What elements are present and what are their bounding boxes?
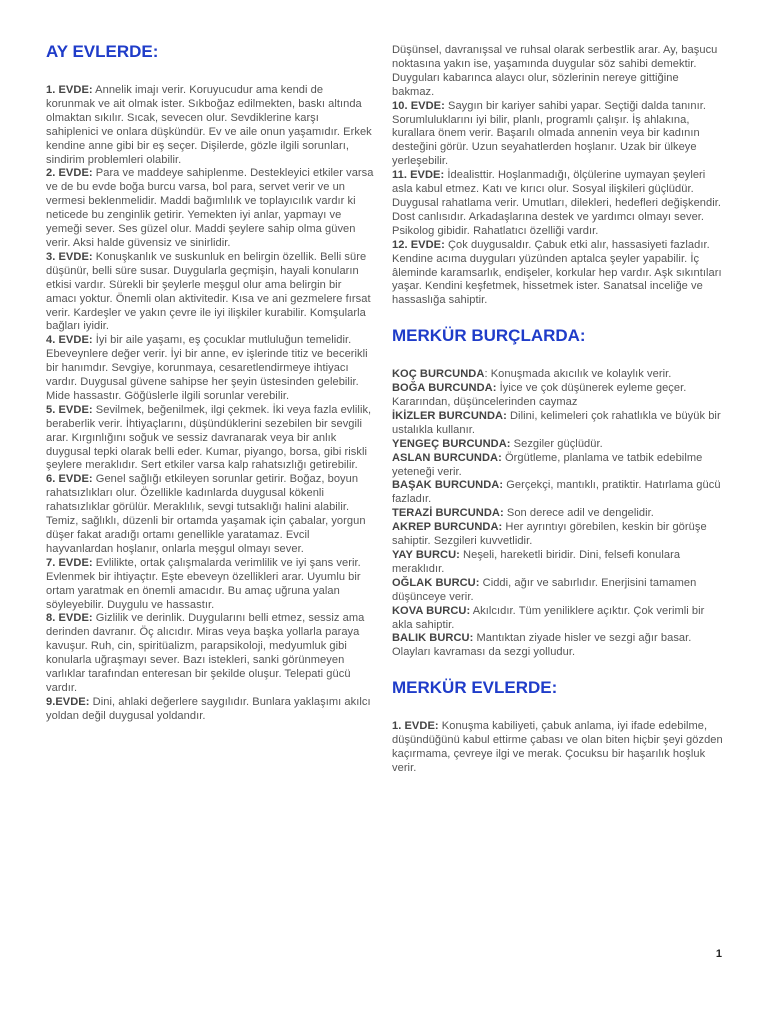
item-text: Dini, ahlaki değerlere saygılıdır. Bunlara yaklaşımı akılcı yoldan değil duygusal yoldandır.: [46, 695, 371, 722]
item-label: ASLAN BURCUNDA:: [392, 451, 502, 464]
item-text: Dilini, kelimeleri çok rahatlıkla ve büyük bir ustalıkla kullanır.: [392, 409, 721, 436]
item-label: 4. EVDE:: [46, 334, 93, 347]
ay-evlerde-list: [46, 84, 374, 724]
item-text: Her ayrıntıyı görebilen, keskin bir görüşe sahiptir. Sezgileri kuvvetlidir.: [392, 521, 707, 548]
house-text: Konuşma kabiliyeti, çabuk anlama, iyi ifade edebilme, düşündüğünü kabul ettirme çabası ve olan biten hiçbir şeyi gözden kaçırmama, çevreye ilgi ve merak. Çocuksu bir haşarılık hoşluk verir.: [392, 720, 723, 774]
item-text: Konuşkanlık ve suskunluk en belirgin özellik. Belli süre düşünür, belli süre susar. Duygularla geçmişin, hayali konuların etkisi vardır. Sürekli bir şeylerle meşgul olur ama belirgin bir amacı yoktur. Önemli olan aktivitedir. Kısa ve ani gezmelere fırsat verir. Kardeşler ve yakın çevre ile iyi ilişkiler kurabilir. Komşularla bağları iyidir.: [46, 250, 371, 333]
item-label: 5. EVDE:: [46, 403, 93, 416]
item-label: BAŞAK BURCUNDA:: [392, 479, 504, 492]
right-column: [392, 44, 724, 776]
merkur-sign-item-3: [392, 410, 724, 438]
ay-house-paragraph-5: [46, 404, 374, 474]
item-text: Saygın bir kariyer sahibi yapar. Seçtiği dalda tanınır. Sorumluluklarını iyi bilir, planlı, programlı çalışır. İş ahlakına, kurallara önem verir. Başarılı olmada annenin veya bir kadının desteğini görür. Uzun seyahatlerden hoşlanır. Uzak bir ülkeye yerleşebilir.: [392, 99, 707, 168]
house-label: 1. EVDE:: [392, 720, 439, 733]
ay-house-paragraph-4: [46, 334, 374, 404]
item-text: Gerçekçi, mantıklı, pratiktir. Hatırlama gücü fazladır.: [392, 479, 721, 506]
ay-house-paragraph-right-3: [392, 239, 724, 309]
item-text: : Konuşmada akıcılık ve kolaylık verir.: [484, 368, 672, 381]
item-label: YENGEÇ BURCUNDA:: [392, 437, 511, 450]
item-text: İyice ve çok düşünerek eyleme geçer. Kararından, düşüncelerinden caymaz: [392, 382, 687, 409]
ay-house-paragraph-right-2: [392, 169, 724, 239]
ay-house-paragraph-right-1: [392, 100, 724, 170]
ay-evlerde-heading: AY EVLERDE:: [46, 42, 159, 61]
item-label: BALIK BURCU:: [392, 632, 474, 645]
merkur-sign-item-11: [392, 605, 724, 633]
merkur-sign-item-9: [392, 549, 724, 577]
ay-house-paragraph-1: [46, 84, 374, 167]
merkur-sign-item-12: [392, 632, 724, 660]
item-label: BOĞA BURCUNDA:: [392, 382, 497, 395]
item-text: Neşeli, hareketli biridir. Dini, felsefi konulara meraklıdır.: [392, 549, 681, 575]
item-text: Örgütleme, planlama ve tatbik edebilme yeteneği verir.: [392, 451, 703, 478]
item-text: Sezgiler güçlüdür.: [510, 437, 603, 450]
item-label: İKİZLER BURCUNDA:: [392, 409, 507, 422]
item-text: Son derece adil ve dengelidir.: [503, 507, 654, 520]
left-column: [46, 38, 374, 724]
ay-house-paragraph-9: [46, 696, 374, 724]
item-label: 9.EVDE:: [46, 695, 90, 708]
merkur-sign-item-1: [392, 368, 724, 382]
merkur-burclarda-heading: MERKÜR BURÇLARDA:: [392, 326, 586, 346]
item-label: 7. EVDE:: [46, 556, 93, 569]
ay-house-paragraph-7: [46, 557, 374, 613]
item-text: Mantıktan ziyade hisler ve sezgi ağır basar. Olayları kavraması da sezgi yolludur.: [392, 632, 692, 659]
merkur-sign-item-10: [392, 577, 724, 605]
item-label: 6. EVDE:: [46, 473, 93, 486]
merkur-sign-item-7: [392, 507, 724, 521]
item-text: Para ve maddeye sahiplenme. Destekleyici etkiler varsa ve de bu evde boğa burcu varsa, bol para, servet verir ve un vermesi beklenmelidir. Maddi bağımlılık ve toplayıcılık vardır ki neticede bu zenginlik getirir. Yemekten iyi anlar, yapmayı ve yemeği sever. Ses güzel olur. Maddi şeylere sahip olma güven verir. Aksi halde güvensiz ve sinirlidir.: [46, 167, 374, 249]
intro-paragraph: Düşünsel, davranışsal ve ruhsal olarak serbestlik arar. Ay, başucu noktasına yakın ise, yaşamında duygular söz sahibi demektir. Duyguları kabarınca alaycı olur, sözlerinin nereye gittiğine bakmaz.: [392, 44, 718, 98]
item-label: 12. EVDE:: [392, 238, 445, 251]
merkur-sign-item-5: [392, 452, 724, 480]
page-number: 1: [715, 948, 722, 960]
item-text: Ciddi, ağır ve sabırlıdır. Enerjisini tamamen düşünceye verir.: [392, 576, 697, 603]
item-label: 2. EVDE:: [46, 167, 93, 180]
item-text: Çok duygusaldır. Çabuk etki alır, hassasiyeti fazladır. Kendine acıma duyguları yüzünden aptalca şeyler yapabilir. İç âleminde karamsarlık, endişeler, korkular hep vardır. Aşk sıkıntıları yaşar. Kendini keşfetmek, hissetmek ister. Sanatsal inceliğe ve hassaslığa sahiptir.: [392, 238, 722, 307]
item-label: TERAZİ BURCUNDA:: [392, 507, 504, 520]
merkur-sign-item-4: [392, 438, 724, 452]
item-text: Gizlilik ve derinlik. Duygularını belli etmez, sessiz ama derinden davranır. Öç alıcıdır. Miras veya başka yollarla paraya kavuşur. Ruh, cin, spiritüalizm, parapsikoloji, medyumluk gibi konularla uğraşmayı sever. Bazı istekleri, sanki görünmeyen varlıklar tarafından enteresan bir şekilde oluşur. Telepati gücü vardır.: [46, 612, 365, 694]
item-text: İyi bir aile yaşamı, eş çocuklar mutluluğun temelidir. Ebeveynlere değer verir. İyi bir anne, ev işlerinde titiz ve becerikli bir hanımdır. Sevgiye, korunmaya, cesaretlendirmeye ihtiyacı vardır. Duygusal güvene sahipse her şeyin üstesinden gelebilir. Mide hassastır. Göğüslerle ilgili sorunlar verebilir.: [46, 334, 368, 402]
item-label: KOÇ BURCUNDA: [392, 368, 485, 381]
item-label: 8. EVDE:: [46, 612, 93, 625]
ay-house-paragraph-3: [46, 251, 374, 334]
ay-house-paragraph-8: [46, 612, 374, 695]
item-label: 10. EVDE:: [392, 99, 445, 112]
merkur-sign-item-6: [392, 479, 724, 507]
item-label: YAY BURCU:: [392, 549, 460, 561]
merkur-evlerde-heading: MERKÜR EVLERDE:: [392, 678, 558, 698]
item-label: KOVA BURCU:: [392, 604, 471, 617]
item-text: Evlilikte, ortak çalışmalarda verimlilik ve iyi şans verir. Evlenmek bir ihtiyaçtır. Eşte ebeveyn özellikleri arar. Uyumlu bir ortam yaratmak en önemli amacıdır. Bu amaç uğruna yalan söyleyebilir. Duygulu ve hassastır.: [46, 556, 361, 611]
ay-evlerde-continued-list: [392, 100, 724, 309]
ay-house-paragraph-6: [46, 473, 374, 556]
merkur-sign-item-2: [392, 382, 724, 410]
item-text: Genel sağlığı etkileyen sorunlar getirir. Boğaz, boyun rahatsızlıkları olur. Özellikle kadınlarda duygusal kökenli rahatsızlıklar görülür. Meraklılık, sevgi tutsaklığı halini alabilir. Temiz, sağlıklı, düzenli bir ortamda yaşamak için çabalar, yorgun düşer fakat aradığı ortamı genellikle yaratamaz. Evcil hayvanlardan hoşlanır, onlarla meşgul olmayı sever.: [46, 473, 366, 555]
item-text: Sevilmek, beğenilmek, ilgi çekmek. İki veya fazla evlilik, beraberlik verir. İhtiyaçlarını, düşündüklerini sezebilen bir sevgili arar. Kırgınlığını soğuk ve sessiz davranarak veya bir anlık duygusal tepki olarak belli eder. Kumar, piyango, borsa, gibi riskli şeylere meraklıdır. Sert etkiler varsa kalp rahatsızlığı getirebilir.: [46, 403, 372, 472]
ay-house-paragraph-2: [46, 167, 374, 250]
item-label: 11. EVDE:: [392, 169, 445, 182]
merkur-sign-item-8: [392, 521, 724, 549]
item-label: AKREP BURCUNDA:: [392, 521, 503, 534]
item-label: OĞLAK BURCU:: [392, 576, 480, 589]
item-text: Akılcıdır. Tüm yeniliklere açıktır. Çok verimli bir akla sahiptir.: [392, 604, 705, 631]
merkur-burclarda-list: [392, 368, 724, 660]
merkur-house-1: [392, 720, 724, 776]
item-label: 3. EVDE:: [46, 250, 93, 263]
item-text: Annelik imajı verir. Koruyucudur ama kendi de korunmak ve ait olmak ister. Sıkboğaz edilmekten, baskı altında olmaktan sıkılır. Sıcak, sevecen olur. Sevdiklerine karşı sahiplenici ve onlara düşkündür. Ev ve aile onun yaşamıdır. Erkek kendine anne gibi bir eş seçer. Dişilerde, gözle ilgili sorunları, sindirim problemleri olabilir.: [46, 84, 372, 166]
item-label: 1. EVDE:: [46, 84, 93, 96]
item-text: İdealisttir. Hoşlanmadığı, ölçülerine uymayan şeyleri asla kabul etmez. Katı ve kırıcı olur. Sosyal ilişkileri güçlüdür. Duygusal rahatlama verir. Umutları, dilekleri, hedefleri değişkendir. Dost canlısıdır. Arkadaşlarına destek ve yardımcı olmayı sever. Psikolog gibidir. Rahatlatıcı özelliği vardır.: [392, 169, 722, 237]
